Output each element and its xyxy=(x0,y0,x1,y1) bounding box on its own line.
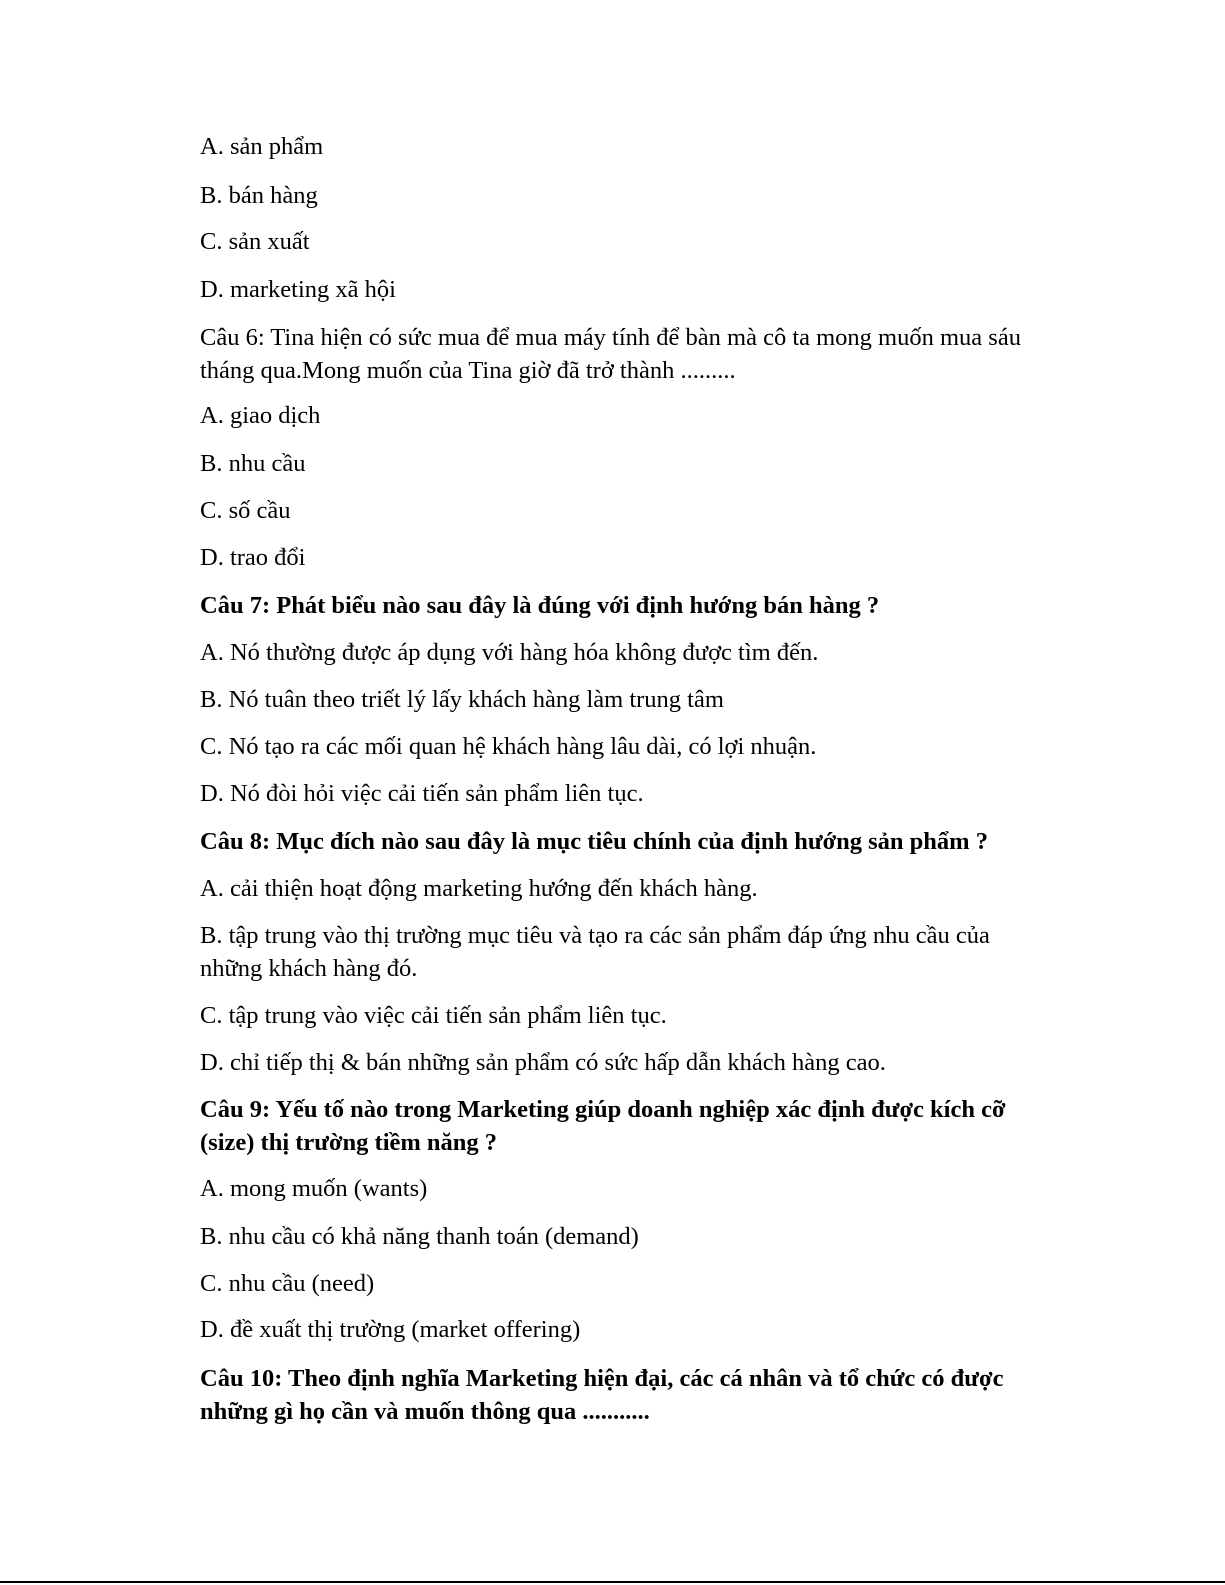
q7-option-b: B. Nó tuân theo triết lý lấy khách hàng làm trung tâm xyxy=(200,686,724,713)
q6-option-a: A. giao dịch xyxy=(200,402,321,429)
q6-option-b: B. nhu cầu xyxy=(200,450,306,477)
q8-option-a: A. cải thiện hoạt động marketing hướng đến khách hàng. xyxy=(200,875,758,902)
q8-option-d: D. chỉ tiếp thị & bán những sản phẩm có sức hấp dẫn khách hàng cao. xyxy=(200,1049,886,1076)
q5-option-b: B. bán hàng xyxy=(200,182,318,209)
q5-option-c: C. sản xuất xyxy=(200,228,310,255)
q5-option-d: D. marketing xã hội xyxy=(200,276,396,303)
q9-option-c: C. nhu cầu (need) xyxy=(200,1270,375,1297)
page-bottom-divider xyxy=(0,1581,1225,1583)
q9-option-b: B. nhu cầu có khả năng thanh toán (demand) xyxy=(200,1223,639,1250)
question-8: Câu 8: Mục đích nào sau đây là mục tiêu chính của định hướng sản phẩm ? xyxy=(200,828,988,855)
q8-option-b: B. tập trung vào thị trường mục tiêu và tạo ra các sản phẩm đáp ứng nhu cầu của những khách hàng đó. xyxy=(200,922,990,982)
q9-option-d: D. đề xuất thị trường (market offering) xyxy=(200,1316,581,1343)
q8-option-c: C. tập trung vào việc cải tiến sản phẩm liên tục. xyxy=(200,1002,667,1029)
q9-option-a: A. mong muốn (wants) xyxy=(200,1175,428,1202)
question-6: Câu 6: Tina hiện có sức mua để mua máy tính để bàn mà cô ta mong muốn mua sáu tháng qua.Mong muốn của Tina giờ đã trở thành ......... xyxy=(200,324,1021,384)
question-9: Câu 9: Yếu tố nào trong Marketing giúp doanh nghiệp xác định được kích cỡ (size) thị trường tiềm năng ? xyxy=(200,1096,1006,1156)
q6-option-d: D. trao đổi xyxy=(200,544,306,571)
q5-option-a: A. sản phẩm xyxy=(200,133,324,160)
q7-option-c: C. Nó tạo ra các mối quan hệ khách hàng lâu dài, có lợi nhuận. xyxy=(200,733,817,760)
question-7: Câu 7: Phát biểu nào sau đây là đúng với định hướng bán hàng ? xyxy=(200,592,880,619)
q7-option-a: A. Nó thường được áp dụng với hàng hóa không được tìm đến. xyxy=(200,639,819,666)
q7-option-d: D. Nó đòi hỏi việc cải tiến sản phẩm liên tục. xyxy=(200,780,644,807)
q6-option-c: C. số cầu xyxy=(200,497,291,524)
question-10: Câu 10: Theo định nghĩa Marketing hiện đại, các cá nhân và tổ chức có được những gì họ cần và muốn thông qua ........... xyxy=(200,1365,1004,1425)
